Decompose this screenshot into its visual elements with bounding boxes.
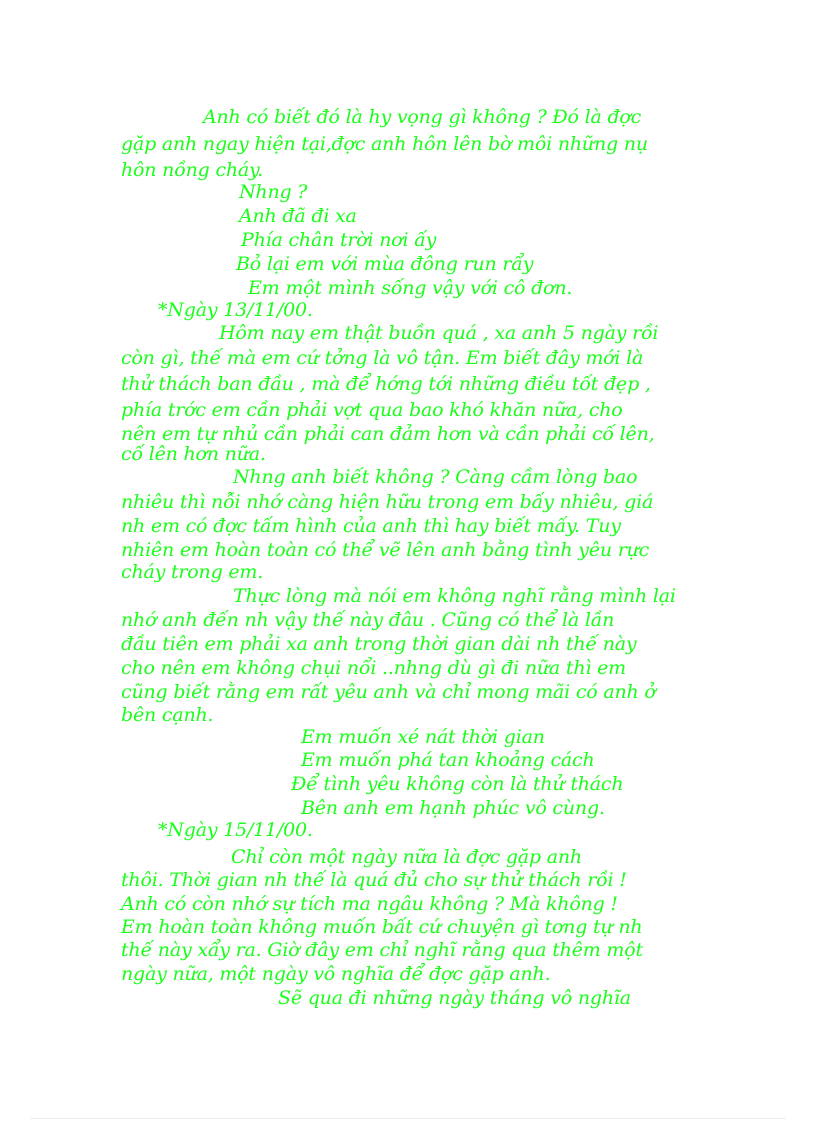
text-line: đầu tiên em phải xa anh trong thời gian dài nh thế này [121, 633, 637, 655]
text-line: thử thách ban đầu , mà để hớng tới những điều tốt đẹp , [121, 373, 651, 395]
text-line: phía trớc em cần phải vợt qua bao khó khăn nữa, cho [121, 399, 623, 421]
text-line: Sẽ qua đi những ngày tháng vô nghĩa [278, 987, 631, 1009]
text-line: nên em tự nhủ cần phải can đảm hơn và cần phải cố lên, [121, 423, 655, 445]
text-line: Em một mình sống vậy với cô đơn. [248, 277, 573, 299]
text-line: Để tình yêu không còn là thử thách [291, 773, 624, 795]
text-line: Em muốn xé nát thời gian [301, 726, 545, 748]
text-line: cũng biết rằng em rất yêu anh và chỉ mong mãi có anh ở [121, 681, 656, 703]
text-line: Nhng ? [239, 181, 308, 203]
text-line: nhớ anh đến nh vậy thế này đâu . Cũng có thể là lần [121, 609, 615, 631]
text-line: Em muốn phá tan khoảng cách [301, 749, 595, 771]
text-line: Em hoàn toàn không muốn bất cứ chuyện gì tơng tự nh [121, 916, 643, 938]
text-line: Hôm nay em thật buồn quá , xa anh 5 ngày rồi [219, 322, 659, 344]
text-line: Bỏ lại em với mùa đông run rẩy [236, 253, 534, 275]
text-line: Nhng anh biết không ? Càng cầm lòng bao [233, 466, 638, 488]
text-line: gặp anh ngay hiện tại,đợc anh hôn lên bờ môi những nụ [121, 133, 648, 155]
text-line: Bên anh em hạnh phúc vô cùng. [301, 797, 605, 819]
text-line: thế này xẩy ra. Giờ đây em chỉ nghĩ rằng qua thêm một [121, 939, 643, 961]
diary-date-heading: *Ngày 15/11/00. [158, 819, 313, 841]
text-line: thôi. Thời gian nh thế là quá đủ cho sự thử thách rồi ! [121, 869, 627, 891]
text-line: Anh có còn nhớ sự tích ma ngâu không ? Mà không ! [121, 893, 618, 915]
text-line: nh em có đợc tấm hình của anh thì hay biết mấy. Tuy [121, 515, 621, 537]
page-bottom-divider [30, 1118, 786, 1119]
diary-date-heading: *Ngày 13/11/00. [158, 299, 313, 321]
text-line: cố lên hơn nữa. [121, 443, 266, 465]
text-line: bên cạnh. [121, 704, 214, 726]
text-line: nhiêu thì nỗi nhớ càng hiện hữu trong em bấy nhiêu, giá [121, 491, 654, 513]
text-line: Anh có biết đó là hy vọng gì không ? Đó là đợc [203, 106, 642, 128]
text-line: còn gì, thế mà em cứ tởng là vô tận. Em biết đây mới là [121, 347, 644, 369]
text-line: cho nên em không chụi nổi ..nhng dù gì đi nữa thì em [121, 657, 626, 679]
text-line: ngày nữa, một ngày vô nghĩa để đợc gặp anh. [121, 963, 551, 985]
text-line: nhiên em hoàn toàn có thể vẽ lên anh bằng tình yêu rực [121, 539, 650, 561]
text-line: Anh đã đi xa [239, 205, 357, 227]
text-line: cháy trong em. [121, 561, 264, 583]
text-line: Chỉ còn một ngày nữa là đợc gặp anh [231, 846, 582, 868]
text-line: Phía chân trời nơi ấy [241, 229, 437, 251]
text-line: hôn nồng cháy. [121, 159, 263, 181]
text-line: Thực lòng mà nói em không nghĩ rằng mình lại [233, 585, 676, 607]
